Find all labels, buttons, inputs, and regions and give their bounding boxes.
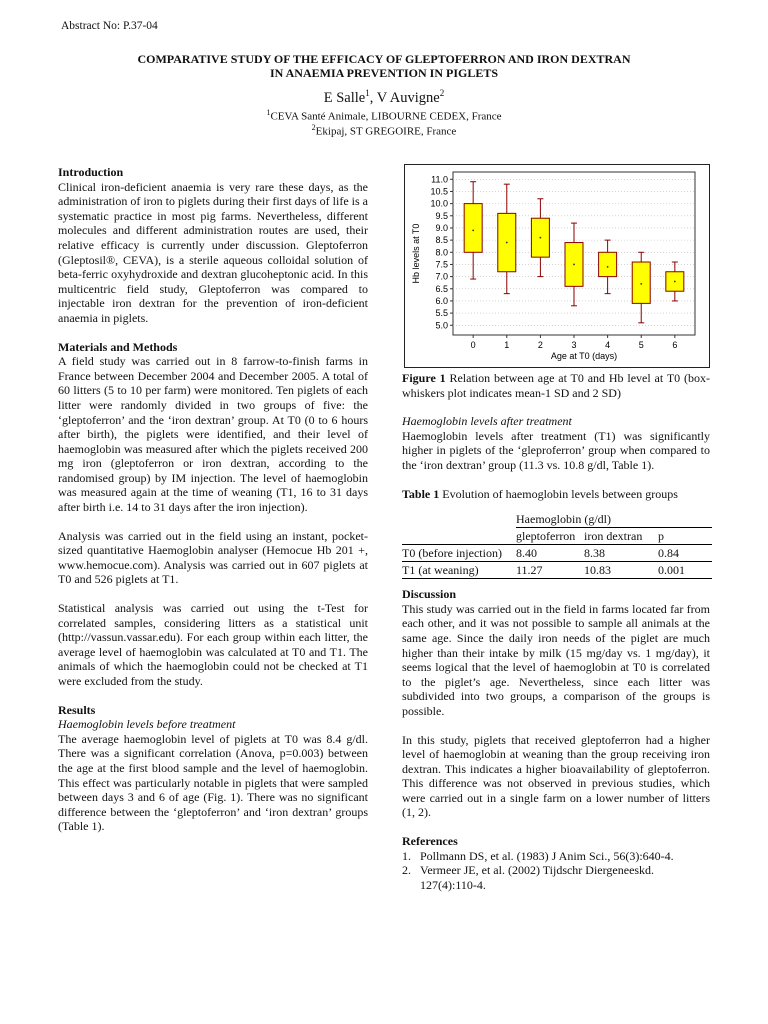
x-tick-label: 4	[605, 340, 611, 350]
reference-item	[402, 863, 710, 892]
y-tick-label: 8.0	[435, 247, 448, 258]
table-cell-iron-dextran: 10.83	[584, 563, 611, 578]
methods-heading: Materials and Methods	[58, 339, 178, 354]
y-tick-label: 10.5	[430, 186, 448, 197]
author-2: V Auvigne	[376, 89, 440, 106]
discussion-heading: Discussion	[402, 587, 457, 602]
box	[632, 262, 650, 303]
title-line-2: IN ANAEMIA PREVENTION IN PIGLETS	[269, 66, 499, 80]
methods-paragraph-3: Statistical analysis was carried out using the t-Test for correlated samples, considering litters as a statistical unit (http://vassun.vassar.edu). For each group within each litter, the average level of haemoglobin was calculated at T0 and T1. The animals of which the haemoglobin could not be checked at T1 were excluded from the study.	[58, 601, 368, 688]
y-axis-label: Hb levels at T0	[411, 223, 421, 284]
hb-boxplot-chart	[405, 165, 709, 367]
table-cell-p: 0.001	[658, 563, 685, 578]
y-tick-label: 6.5	[435, 283, 448, 294]
x-tick-label: 3	[571, 340, 577, 350]
discussion-paragraph-1: This study was carried out in the field in farms located far from each other, and it was not possible to sample all animals at the same age. Since the daily iron needs of the piglet are much higher than their intake by milk (15 mg/day vs. 1 mg/day), it seems logical that the level of haemoglobin at T0 is correlated to the piglet’s age. Nevertheless, since each litter was subdivided into two groups, a comparison of the groups is possible.	[402, 601, 710, 718]
paper-title	[60, 52, 708, 80]
table-cell-gleptoferron: 8.40	[516, 546, 537, 561]
y-tick-label: 9.5	[435, 210, 448, 221]
methods-paragraph-1: A field study was carried out in 8 farrow-to-finish farms in France between December 2004 and December 2005. A total of 60 litters (5 to 10 per farm) were monitored. Ten piglets of each litter were randomly divided in two groups of five: the ‘gleptoferron’ and the ‘iron dextran’ group. At T0 (0 to 6 hours after birth), the piglets were identified, and their level of haemoglobin was measured after which the piglets received 200 mg iron (gleptoferron or iron dextran, according to the randomised group) by IM injection. The level of haemoglobin was measured again at the time of weaning (T1, 16 to 31 days after birth i.e. 14 to 31 days after the iron injection).	[58, 354, 368, 515]
y-tick-label: 11.0	[431, 174, 448, 185]
results-heading: Results	[58, 702, 96, 717]
table-1-caption	[402, 487, 710, 502]
x-axis-label: Age at T0 (days)	[550, 351, 618, 361]
table-group-header: Haemoglobin (g/dl)	[516, 511, 658, 528]
y-tick-label: 8.5	[435, 235, 448, 246]
box-mean-marker	[674, 281, 676, 283]
table-1-caption-text: Evolution of haemoglobin levels between groups	[439, 486, 678, 501]
affiliation-2	[60, 123, 708, 138]
box-mean-marker	[573, 264, 575, 266]
author-separator: ,	[369, 89, 377, 106]
right-column	[402, 371, 710, 892]
box	[599, 252, 617, 276]
results-subheading: Haemoglobin levels before treatment	[58, 717, 236, 732]
table-1	[402, 511, 712, 579]
x-tick-label: 5	[638, 340, 644, 350]
y-tick-label: 10.0	[430, 198, 448, 209]
table-cell-p: 0.84	[658, 546, 679, 561]
reference-number: 1.	[402, 848, 411, 863]
results-text: The average haemoglobin level of piglets at T0 was 8.4 g/dl. There was a significant correlation (Anova, p=0.003) between the age at the first blood sample and the level of haemoglobin. This effect was particularly notable in piglets that were sampled between days 3 and 6 of age (Fig. 1). There was no significant difference between the ‘gleptoferron’ and ‘iron dextran’ groups (Table 1).	[58, 731, 368, 834]
figure-1-caption-text: Relation between age at T0 and Hb level at T0 (box-whiskers plot indicates mean-1 SD and 2 SD)	[402, 371, 711, 400]
table-empty-cell	[402, 511, 516, 528]
hb-after-subheading: Haemoglobin levels after treatment	[402, 414, 572, 429]
table-cell-iron-dextran: 8.38	[584, 546, 605, 561]
introduction-heading: Introduction	[58, 165, 124, 179]
author-1: E Salle	[323, 89, 366, 106]
x-tick-label: 6	[672, 340, 678, 350]
author-list	[60, 88, 708, 107]
abstract-number: Abstract No: P.37-04	[61, 20, 158, 32]
table-row	[402, 545, 712, 562]
table-1-caption-label: Table 1	[402, 486, 440, 501]
affiliation-2-mark: 2	[311, 123, 316, 132]
author-2-affiliation-mark: 2	[439, 88, 445, 98]
table-header-iron-dextran: iron dextran	[584, 529, 643, 544]
hb-after-text: Haemoglobin levels after treatment (T1) was significantly higher in piglets of the ‘gleproferron’ group when compared to the ‘iron dextran’ group (11.3 vs. 10.8 g/dl, Table 1).	[402, 428, 710, 472]
y-tick-label: 7.5	[435, 259, 448, 270]
table-cell-gleptoferron: 11.27	[516, 563, 543, 578]
table-row-label: T1 (at weaning)	[402, 563, 479, 578]
figure-1-panel	[404, 164, 710, 368]
box-mean-marker	[607, 266, 609, 268]
box-mean-marker	[640, 283, 642, 285]
box-mean-marker	[506, 242, 508, 244]
left-column	[58, 165, 368, 834]
figure-1-caption-label: Figure 1	[402, 371, 446, 385]
table-header-gleptoferron: gleptoferron	[516, 529, 576, 544]
table-empty-cell	[658, 511, 712, 528]
x-tick-label: 2	[537, 340, 543, 350]
table-row-label: T0 (before injection)	[402, 546, 502, 561]
reference-item	[402, 849, 710, 864]
title-line-1: COMPARATIVE STUDY OF THE EFFICACY OF GLEPTOFERRON AND IRON DEXTRAN	[137, 52, 631, 66]
figure-1-caption	[402, 371, 710, 400]
y-tick-label: 9.0	[435, 222, 448, 233]
table-row	[402, 562, 712, 579]
affiliation-1-text: CEVA Santé Animale, LIBOURNE CEDEX, France	[270, 110, 502, 123]
x-tick-label: 1	[504, 340, 510, 350]
methods-paragraph-2: Analysis was carried out in the field using an instant, pocket-sized quantitative Haemoglobin analyser (Hemocue Hb 201 +, www.hemocue.com). Analysis was carried out in 607 piglets at T0 and 526 piglets at T1.	[58, 528, 368, 587]
reference-text: Vermeer JE, et al. (2002) Tijdschr Diergeneeskd. 127(4):110-4.	[420, 863, 655, 892]
reference-number: 2.	[402, 863, 411, 878]
y-tick-label: 7.0	[435, 271, 448, 282]
author-1-affiliation-mark: 1	[365, 88, 370, 98]
box	[464, 204, 482, 253]
reference-text: Pollmann DS, et al. (1983) J Anim Sci., 56(3):640-4.	[420, 848, 674, 863]
discussion-paragraph-2: In this study, piglets that received gleptoferron had a higher level of haemoglobin at weaning than the group receiving iron dextran. This indicates a higher bioavailability of gleptoferron. This difference was not observed in previous studies, which were carried out in a single farm on a lower number of litters (1, 2).	[402, 732, 710, 820]
y-tick-label: 5.0	[435, 320, 448, 331]
references-heading: References	[402, 834, 458, 849]
affiliation-2-text: Ekipaj, ST GREGOIRE, France	[315, 125, 457, 138]
x-tick-label: 0	[470, 340, 476, 350]
introduction-text: Clinical iron-deficient anaemia is very rare these days, as the administration of iron to piglets during their first days of life is a systematic practice in most pig farms. Nevertheless, different molecules and different administration routes are used, their relative efficacy is currently under discussion. Gleptoferron (Gleptosil®, CEVA), is a sterile aqueous colloidal solution of beta-ferric oxyhydroxide and dextran glucoheptonic acid. In this multicentric field study, Gleptoferron was compared to injectable iron dextran for the prevention of iron-deficient anaemia in piglets.	[58, 179, 368, 325]
y-tick-label: 5.5	[435, 308, 448, 319]
box-mean-marker	[472, 229, 474, 231]
table-header-p: p	[658, 529, 664, 544]
table-empty-cell	[402, 528, 516, 545]
y-tick-label: 6.0	[435, 295, 448, 306]
affiliation-1-mark: 1	[266, 108, 271, 117]
affiliation-1	[60, 108, 708, 123]
box-mean-marker	[539, 237, 541, 239]
